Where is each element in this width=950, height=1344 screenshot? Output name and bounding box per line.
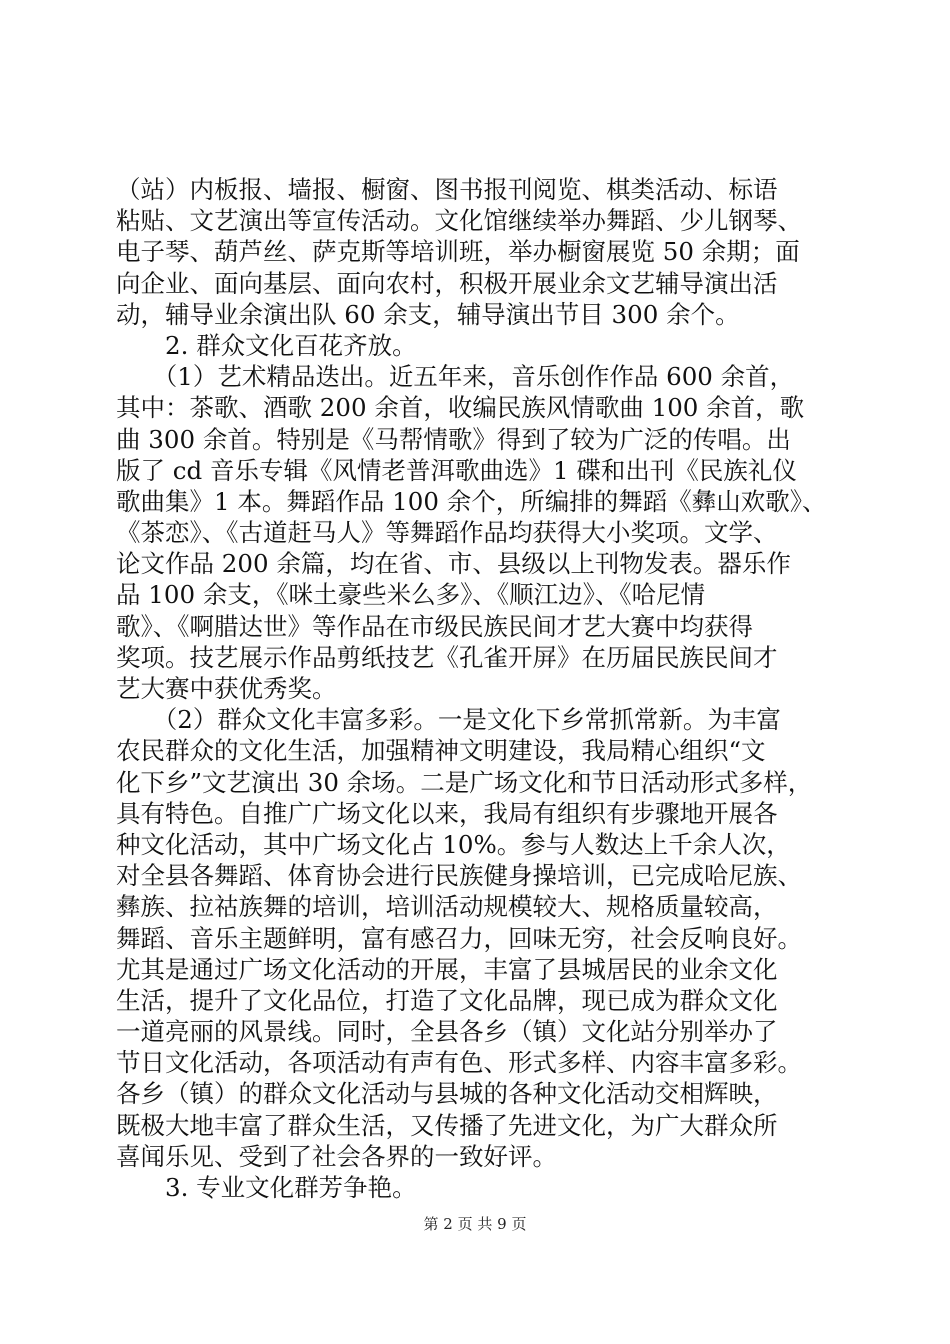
text-line: 奖项。技艺展示作品剪纸技艺《孔雀开屏》在历届民族民间才 (116, 642, 778, 672)
subsection-start: （1）艺术精品迭出。近五年来，音乐创作作品 600 余首， (116, 362, 795, 392)
text-line: 化下乡”文艺演出 30 余场。二是广场文化和节日活动形式多样， (116, 767, 813, 797)
text-line: 一道亮丽的风景线。同时，全县各乡（镇）文化站分别举办了 (116, 1017, 778, 1047)
text-line: 喜闻乐见、受到了社会各界的一致好评。 (116, 1141, 557, 1171)
text-line: 《茶恋》、《古道赶马人》等舞蹈作品均获得大小奖项。文学、 (116, 518, 778, 548)
text-line: 尤其是通过广场文化活动的开展，丰富了县城居民的业余文化 (116, 954, 778, 984)
text-line: 动，辅导业余演出队 60 余支，辅导演出节目 300 余个。 (116, 299, 740, 329)
section-heading: 2. 群众文化百花齐放。 (116, 330, 417, 360)
body-text (116, 174, 836, 1203)
text-line: 其中：茶歌、酒歌 200 余首，收编民族风情歌曲 100 余首，歌 (116, 393, 805, 423)
page-footer: 第 2 页 共 9 页 (423, 1215, 527, 1233)
text-line: 粘贴、文艺演出等宣传活动。文化馆继续举办舞蹈、少儿钢琴、 (116, 206, 802, 236)
text-line: 节日文化活动，各项活动有声有色、形式多样、内容丰富多彩。 (116, 1048, 802, 1078)
text-line: 既极大地丰富了群众生活，又传播了先进文化，为广大群众所 (116, 1110, 778, 1140)
text-line: 各乡（镇）的群众文化活动与县城的各种文化活动交相辉映， (116, 1079, 778, 1109)
text-line: 生活，提升了文化品位，打造了文化品牌，现已成为群众文化 (116, 985, 778, 1015)
text-line: 舞蹈、音乐主题鲜明，富有感召力，回味无穷，社会反响良好。 (116, 923, 802, 953)
text-line: 农民群众的文化生活，加强精神文明建设，我局精心组织“文 (116, 736, 766, 766)
text-line: 彝族、拉祜族舞的培训，培训活动规模较大、规格质量较高， (116, 892, 778, 922)
text-line: 艺大赛中获优秀奖。 (116, 674, 337, 703)
subsection-start: （2）群众文化丰富多彩。一是文化下乡常抓常新。为丰富 (116, 705, 781, 735)
text-line: 品 100 余支，《咪土豪些米么多》、《顺江边》、《哈尼情 (116, 580, 706, 610)
text-line: 电子琴、葫芦丝、萨克斯等培训班，举办橱窗展览 50 余期；面 (116, 237, 800, 267)
text-line: 曲 300 余首。特别是《马帮情歌》得到了较为广泛的传唱。出 (116, 424, 791, 454)
text-line: 歌曲集》1 本。舞蹈作品 100 余个，所编排的舞蹈《彝山欢歌》、 (116, 486, 827, 516)
text-line: 具有特色。自推广广场文化以来，我局有组织有步骤地开展各 (116, 798, 778, 828)
section-heading: 3. 专业文化群芳争艳。 (116, 1173, 417, 1202)
text-line: 版了 cd 音乐专辑《风情老普洱歌曲选》1 碟和出刊《民族礼仪 (116, 455, 797, 485)
text-line: 种文化活动，其中广场文化占 10%。参与人数达上千余人次， (116, 829, 791, 859)
text-line: 歌》、《啊腊达世》等作品在市级民族民间才艺大赛中均获得 (116, 611, 753, 641)
text-line: 论文作品 200 余篇，均在省、市、县级以上刊物发表。器乐作 (116, 549, 791, 579)
text-line: 对全县各舞蹈、体育协会进行民族健身操培训，已完成哈尼族、 (116, 861, 802, 891)
text-line: （站）内板报、墙报、橱窗、图书报刊阅览、棋类活动、标语 (116, 175, 778, 204)
text-line: 向企业、面向基层、面向农村，积极开展业余文艺辅导演出活 (116, 268, 778, 298)
